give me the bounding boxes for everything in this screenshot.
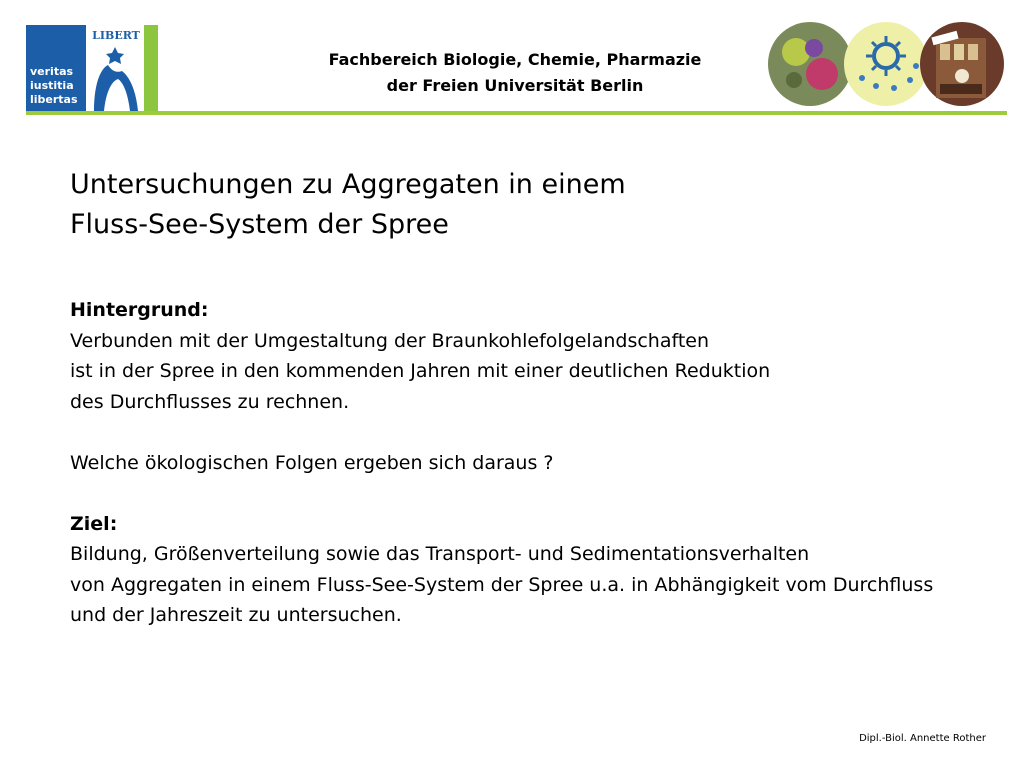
slide-title-line: Untersuchungen zu Aggregaten in einem <box>70 169 626 200</box>
author-credit: Dipl.-Biol. Annette Rother <box>859 733 986 744</box>
logo-motto <box>30 65 78 107</box>
faculty-title-line: Fachbereich Biologie, Chemie, Pharmazie <box>328 50 702 69</box>
pharmacy-image-icon <box>920 22 1004 106</box>
slide-title-line: Fluss-See-System der Spree <box>70 209 449 240</box>
header-images <box>766 18 1006 110</box>
paragraph-spacer <box>70 478 933 509</box>
flower-image-icon <box>768 22 852 106</box>
logo-accent-bar <box>144 25 158 111</box>
header-divider <box>26 111 1007 115</box>
goal-line: und der Jahreszeit zu untersuchen. <box>70 604 402 626</box>
goal-heading: Ziel: <box>70 512 118 535</box>
logo-motto-line: veritas <box>30 65 74 78</box>
question-text: Welche ökologischen Folgen ergeben sich daraus ? <box>70 451 554 474</box>
background-line: Verbunden mit der Umgestaltung der Braunkohlefolgelandschaften <box>70 329 710 352</box>
logo-motto-line: libertas <box>30 93 78 106</box>
university-logo <box>26 25 158 111</box>
background-heading: Hintergrund: <box>70 299 209 321</box>
svg-text:LIBERT: LIBERT <box>92 29 140 42</box>
logo-seal-icon <box>86 25 144 111</box>
logo-motto-line: iustitia <box>30 79 74 92</box>
faculty-title <box>250 47 780 99</box>
background-line: ist in der Spree in den kommenden Jahren mit einer deutlichen Reduktion <box>70 360 771 382</box>
faculty-title-line: der Freien Universität Berlin <box>386 76 644 95</box>
goal-line: von Aggregaten in einem Fluss-See-System der Spree u.a. in Abhängigkeit vom Durchfluss <box>70 573 934 596</box>
background-line: des Durchflusses zu rechnen. <box>70 390 350 413</box>
molecule-image-icon <box>844 22 928 106</box>
slide-body <box>70 295 933 631</box>
slide-title <box>70 165 626 245</box>
goal-line: Bildung, Größenverteilung sowie das Transport- und Sedimentationsverhalten <box>70 543 810 565</box>
slide-header <box>0 0 1024 118</box>
paragraph-spacer <box>70 417 933 448</box>
